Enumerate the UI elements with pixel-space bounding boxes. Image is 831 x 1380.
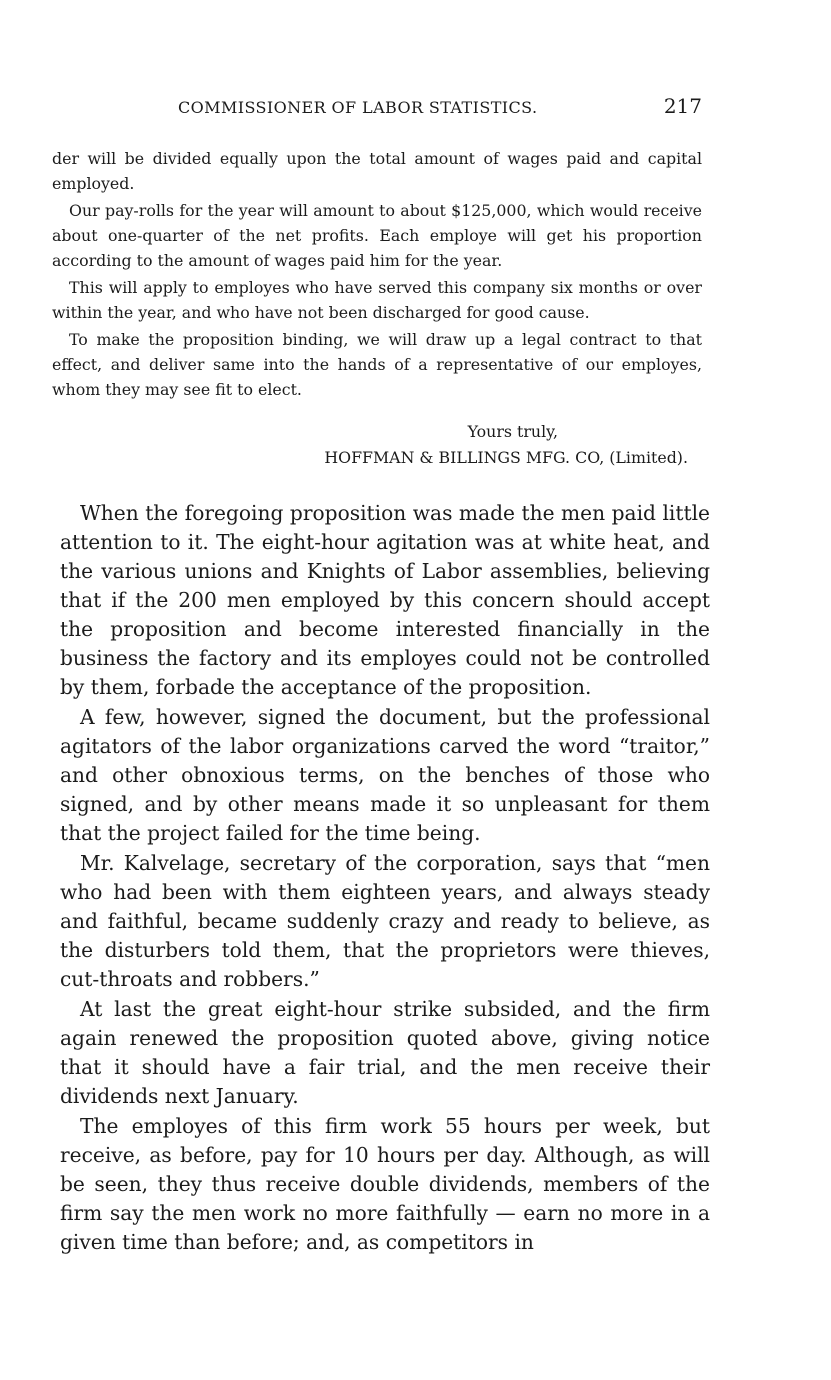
letter-paragraph: Our pay-rolls for the year will amount to about $125,000, which would receive about one-quarter of the net profits. Each employe will get his proportion according to the amount of wages paid him for the year. bbox=[52, 201, 702, 270]
page-number: 217 bbox=[663, 94, 702, 118]
letter-closing bbox=[52, 422, 702, 472]
quoted-letter bbox=[52, 146, 702, 404]
company-signature: HOFFMAN & BILLINGS MFG. CO, (Limited). bbox=[324, 448, 688, 467]
letter-paragraph: der will be divided equally upon the total amount of wages paid and capital employed. bbox=[52, 149, 702, 193]
body-paragraph: A few, however, signed the document, but the professional agitators of the labor organizations carved the word “traitor,” and other obnoxious terms, on the benches of those who signed, and by other means made it so unpleasant for them that the project failed for the time being. bbox=[60, 705, 710, 845]
letter-paragraph: This will apply to employes who have served this company six months or over within the year, and who have not been discharged for good cause. bbox=[52, 278, 702, 322]
body-paragraph: At last the great eight-hour strike subsided, and the firm again renewed the proposition quoted above, giving notice that it should have a fair trial, and the men receive their dividends next January. bbox=[60, 997, 710, 1108]
body-paragraph: Mr. Kalvelage, secretary of the corporation, says that “men who had been with them eighteen years, and always steady and faithful, became suddenly crazy and ready to believe, as the disturbers told them, that the proprietors were thieves, cut-throats and robbers.” bbox=[60, 851, 710, 991]
closing-salutation: Yours truly, bbox=[467, 422, 558, 441]
body-paragraph: When the foregoing proposition was made the men paid little attention to it. The eight-hour agitation was at white heat, and the various unions and Knights of Labor assemblies, believing that if the 200 men employed by this concern should accept the proposition and become interested financially in the business the factory and its employes could not be controlled by them, forbade the acceptance of the proposition. bbox=[60, 501, 710, 699]
running-header bbox=[52, 94, 702, 124]
running-title: COMMISSIONER OF LABOR STATISTICS. bbox=[178, 98, 538, 117]
letter-paragraph: To make the proposition binding, we will draw up a legal contract to that effect, and deliver same into the hands of a representative of our employes, whom they may see fit to elect. bbox=[52, 330, 702, 399]
body-text bbox=[60, 499, 710, 1258]
body-paragraph: The employes of this firm work 55 hours per week, but receive, as before, pay for 10 hours per day. Although, as will be seen, they thus receive double dividends, members of the firm say the men work no more faithfully — earn no more in a given time than before; and, as competitors in bbox=[60, 1114, 710, 1254]
